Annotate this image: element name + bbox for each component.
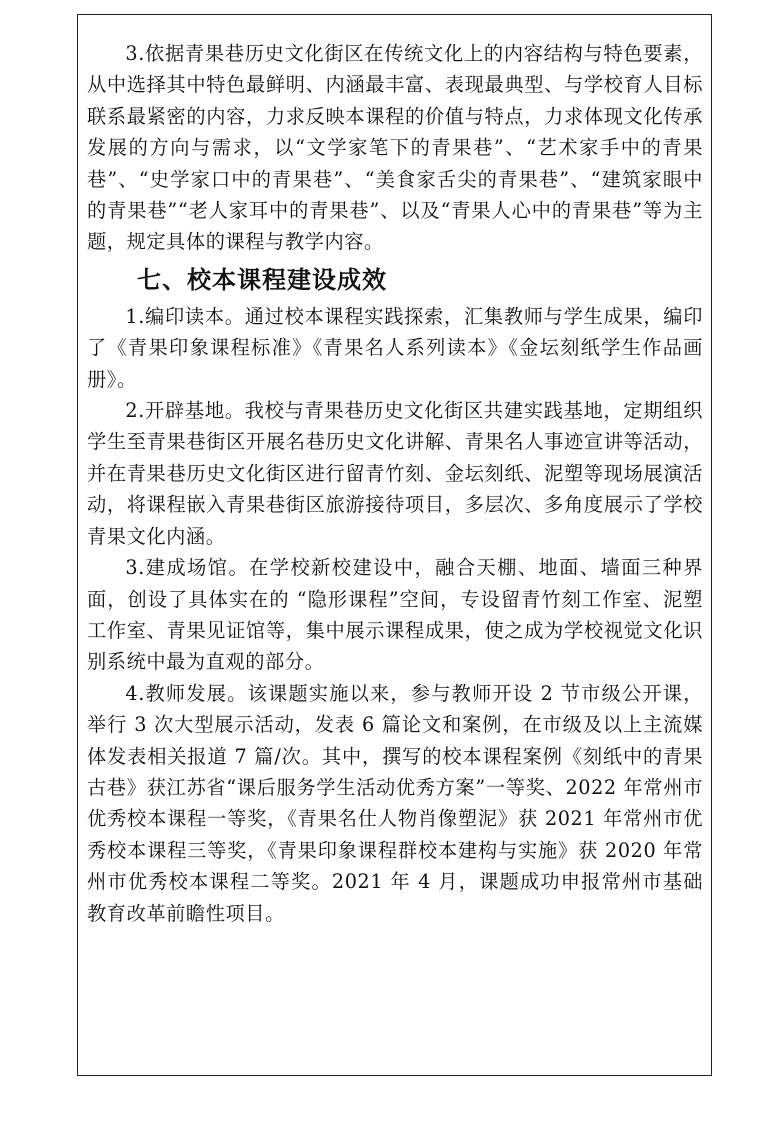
paragraph-practice-base: 2.开辟基地。我校与青果巷历史文化街区共建实践基地，定期组织学生至青果巷街区开展名巷历史文化讲解、青果名人事迹宣讲等活动，并在青果巷历史文化街区进行留青竹刻、金坛刻纸、泥塑等现场展演活动，将课程嵌入青果巷街区旅游接待项目，多层次、多角度展示了学校青果文化内涵。 [87,399,703,548]
document-body [87,38,703,929]
paragraph-venues: 3.建成场馆。在学校新校建设中，融合天棚、地面、墙面三种界面，创设了具体实在的 “隐形课程”空间，专设留青竹刻工作室、泥塑工作室、青果见证馆等，集中展示课程成果，使之成为学校视觉文化识别系统中最为直观的部分。 [87,556,703,674]
intro-paragraph: 3.依据青果巷历史文化街区在传统文化上的内容结构与特色要素，从中选择其中特色最鲜明、内涵最丰富、表现最典型、与学校育人目标联系最紧密的内容，力求反映本课程的价值与特点，力求体现文化传承发展的方向与需求，以“文学家笔下的青果巷”、“艺术家手中的青果巷”、“史学家口中的青果巷”、“美食家舌尖的青果巷”、“建筑家眼中的青果巷”“老人家耳中的青果巷”、以及“青果人心中的青果巷”等为主题，规定具体的课程与教学内容。 [87,42,703,254]
paragraph-compile-readers: 1.编印读本。通过校本课程实践探索，汇集教师与学生成果，编印了《青果印象课程标准》《青果名人系列读本》《金坛刻纸学生作品画册》。 [87,304,703,391]
section-heading: 七、校本课程建设成效 [137,265,387,294]
paragraph-teacher-development: 4.教师发展。该课题实施以来，参与教师开设 2 节市级公开课，举行 3 次大型展示活动，发表 6 篇论文和案例，在市级及以上主流媒体发表相关报道 7 篇/次。其中，撰写的校本课程案例《刻纸中的青果古巷》获江苏省“课后服务学生活动优秀方案”一等奖、2022 年常州市优秀校本课程一等奖，《青果名仕人物肖像塑泥》获 2021 年常州市优秀校本课程三等奖，《青果印象课程群校本建构与实施》获 2020 年常州市优秀校本课程二等奖。2021 年 4 月，课题成功申报常州市基础教育改革前瞻性项目。 [87,681,703,925]
